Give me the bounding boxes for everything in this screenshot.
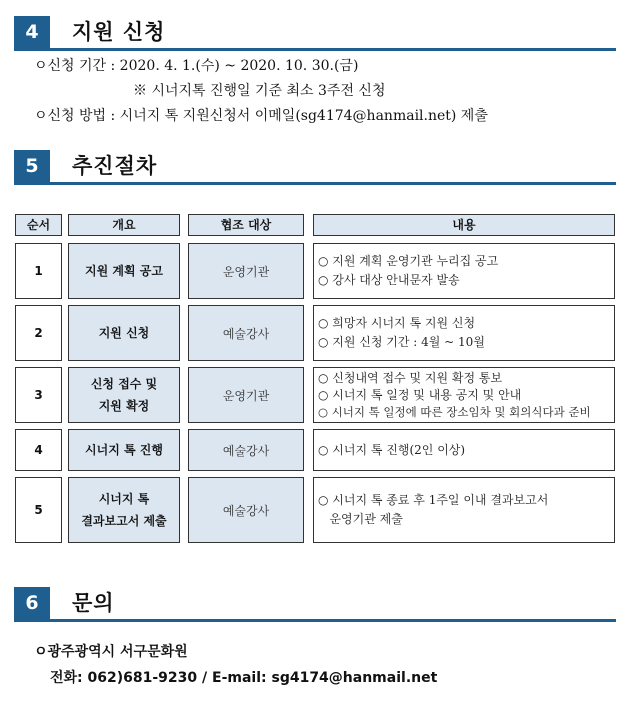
row-3-summary [68, 367, 180, 423]
content-line: ○ 시너지 톡 진행(2인 이상) [318, 442, 466, 457]
row-3-content [313, 367, 615, 423]
section-rule [14, 619, 616, 622]
header-order: 순서 [15, 214, 62, 236]
row-1-order: 1 [15, 243, 62, 299]
row-4-summary [68, 429, 180, 471]
header-summary: 개요 [68, 214, 180, 236]
row-1-content [313, 243, 615, 299]
summary-line: 지원 계획 공고 [85, 264, 163, 278]
row-4-content [313, 429, 615, 471]
summary-line: 시너지 톡 [98, 492, 150, 506]
content-line: ○ 강사 대상 안내문자 발송 [318, 273, 460, 287]
section-4-header [14, 16, 616, 50]
row-4-order: 4 [15, 429, 62, 471]
section-5-header [14, 150, 616, 184]
contact-detail: 전화: 062)681-9230 / E-mail: sg4174@hanmail.net [50, 670, 438, 686]
summary-line: 시너지 톡 진행 [85, 443, 163, 457]
section-6-header [14, 587, 616, 621]
section-number: 4 [14, 16, 50, 48]
application-method: ㅇ신청 방법 : 시너지 톡 지원신청서 이메일(sg4174@hanmail.net) 제출 [34, 108, 488, 124]
section-rule [14, 48, 616, 51]
summary-line: 결과보고서 제출 [81, 514, 167, 528]
section-number: 6 [14, 587, 50, 619]
row-5-order: 5 [15, 477, 62, 543]
summary-line: 지원 신청 [98, 326, 150, 340]
row-2-partner: 예술강사 [188, 305, 304, 361]
content-line: ○ 지원 계획 운영기관 누리집 공고 [318, 254, 499, 268]
row-2-content [313, 305, 615, 361]
section-title: 추진절차 [72, 154, 158, 178]
content-line: ○ 시너지 톡 종료 후 1주일 이내 결과보고서 [318, 493, 549, 507]
summary-line: 신청 접수 및 [90, 377, 158, 391]
section-title: 문의 [72, 591, 115, 615]
header-content: 내용 [313, 214, 615, 236]
header-partner: 협조 대상 [188, 214, 304, 236]
row-1-summary [68, 243, 180, 299]
row-3-partner: 운영기관 [188, 367, 304, 423]
row-5-content [313, 477, 615, 543]
row-2-order: 2 [15, 305, 62, 361]
row-4-partner: 예술강사 [188, 429, 304, 471]
row-5-partner: 예술강사 [188, 477, 304, 543]
summary-line: 지원 확정 [98, 399, 150, 413]
content-line: ○ 지원 신청 기간 : 4월 ~ 10월 [318, 335, 485, 349]
content-line: ○ 시너지 톡 일정 및 내용 공지 및 안내 [318, 387, 522, 402]
application-note: ※ 시너지톡 진행일 기준 최소 3주전 신청 [133, 83, 386, 99]
row-3-order: 3 [15, 367, 62, 423]
section-rule [14, 182, 616, 185]
row-5-summary [68, 477, 180, 543]
row-1-partner: 운영기관 [188, 243, 304, 299]
contact-org: ㅇ광주광역시 서구문화원 [34, 644, 188, 660]
content-line: ○ 신청내역 접수 및 지원 확정 통보 [318, 370, 503, 385]
section-number: 5 [14, 150, 50, 182]
row-2-summary [68, 305, 180, 361]
content-line: 운영기관 제출 [318, 512, 403, 526]
content-line: ○ 시너지 톡 일정에 따른 장소임차 및 회의식다과 준비 [318, 404, 591, 419]
content-line: ○ 희망자 시너지 톡 지원 신청 [318, 316, 476, 330]
section-title: 지원 신청 [72, 20, 166, 44]
application-period: ㅇ신청 기간 : 2020. 4. 1.(수) ~ 2020. 10. 30.(금) [34, 58, 359, 74]
